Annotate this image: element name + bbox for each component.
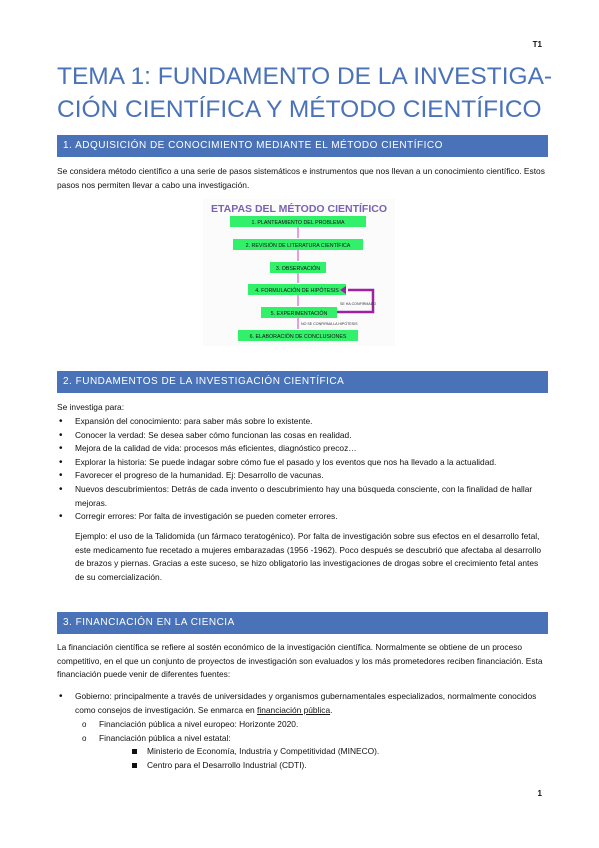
sub-sublist-item: Centro para el Desarrollo Industrial (CDTI).: [57, 759, 548, 773]
loop-label-1: SE HA CONFIRMADO: [340, 302, 377, 306]
section-3-heading: 3. FINANCIACIÓN EN LA CIENCIA: [57, 612, 548, 634]
diagram-title: ETAPAS DEL MÉTODO CIENTÍFICO: [211, 203, 387, 215]
section-1-heading: 1. ADQUISICIÓN DE CONOCIMIENTO MEDIANTE EL MÉTODO CIENTÍFICO: [57, 135, 548, 157]
gobierno-end: .: [330, 704, 333, 715]
step-4: 4. FORMULACIÓN DE HIPÓTESIS: [255, 288, 339, 294]
list-item: • Mejora de la calidad de vida: procesos más eficientes, diagnóstico precoz…: [57, 442, 548, 456]
section-3-paragraph: La financiación científica se refiere al sostén económico de la investigación científica. Normalmente se obtiene de un proceso competitivo, en el que un conjunto de proyectos de investigación son evaluados y los más prometedores reciben financiación. Esta financiación puede venir de diferentes fuentes:: [57, 642, 543, 680]
list-item: • Explorar la historia: Se puede indagar sobre cómo fue el pasado y los eventos que nos ha llevado a la actualidad.: [57, 456, 548, 470]
method-stages-diagram: [203, 199, 395, 346]
section-2-list: [57, 415, 548, 524]
page-number: 1: [537, 789, 542, 798]
title-line-2: CIÓN CIENTÍFICA Y MÉTODO CIENTÍFICO: [57, 96, 542, 123]
gobierno-text: Gobierno: principalmente a través de universidades y organismos gubernamentales especializados, normalmente conocidos como consejos de investigación. Se enmarca en: [75, 691, 537, 715]
step-6: 6. ELABORACIÓN DE CONCLUSIONES: [249, 334, 347, 340]
sublist-item: o Financiación pública a nivel estatal:: [57, 732, 548, 746]
page-title: [57, 60, 553, 126]
step-1: 1. PLANTEAMIENTO DEL PROBLEMA: [251, 220, 345, 226]
section-2-heading: 2. FUNDAMENTOS DE LA INVESTIGACIÓN CIENTÍFICA: [57, 371, 548, 393]
page-tag: T1: [532, 40, 542, 49]
talidomida-example: Ejemplo: el uso de la Talidomida (un fármaco teratogénico). Por falta de investigación sobre sus efectos en el desarrollo fetal, este medicamento fue recetado a mujeres embarazadas (1956 -1962). Poco después se descubrió que afectaba al desarrollo de brazos y piernas. Gracias a este suceso, se hizo obligatorio las investigaciones de drogas sobre el crecimiento fetal antes de su comercialización.: [75, 531, 542, 582]
step-2: 2. REVISIÓN DE LITERATURA CIENTÍFICA: [245, 243, 351, 249]
sublist-item: o Financiación pública a nivel europeo: Horizonte 2020.: [57, 718, 548, 732]
list-item: • Corregir errores: Por falta de investigación se pueden cometer errores.: [57, 510, 548, 524]
section-3-sub-sublist: [57, 745, 548, 772]
list-item: • Favorecer el progreso de la humanidad. Ej: Desarrollo de vacunas.: [57, 469, 548, 483]
sub-sublist-item: Ministerio de Economía, Industria y Competitividad (MINECO).: [57, 745, 548, 759]
section-1-paragraph: Se considera método científico a una serie de pasos sistemáticos e instrumentos que nos llevan a un conocimiento científico. Estos pasos nos permiten llevar a cabo una investigación.: [57, 166, 545, 190]
step-3: 3. OBSERVACIÓN: [275, 266, 321, 272]
section-3-list: [57, 690, 548, 717]
list-item: • Nuevos descubrimientos: Detrás de cada invento o descubrimiento hay una búsqueda consciente, con la finalidad de hallar mejoras.: [57, 483, 548, 510]
list-item: • Expansión del conocimiento: para saber más sobre lo existente.: [57, 415, 548, 429]
section-3-sublist: [57, 718, 548, 745]
list-item: • Conocer la verdad: Se desea saber cómo funcionan las cosas en realidad.: [57, 429, 548, 443]
section-2-intro: Se investiga para:: [57, 402, 125, 412]
step-5: 5. EXPERIMENTACIÓN: [270, 311, 328, 317]
financiacion-publica-link[interactable]: financiación pública: [257, 704, 331, 715]
loop-label-2: NO SE CONFIRMA LA HIPÓTESIS: [301, 322, 358, 326]
method-stages-svg: [203, 199, 395, 346]
title-line-1: TEMA 1: FUNDAMENTO DE LA INVESTIGA-: [57, 63, 553, 90]
list-item-gobierno: [57, 690, 548, 717]
